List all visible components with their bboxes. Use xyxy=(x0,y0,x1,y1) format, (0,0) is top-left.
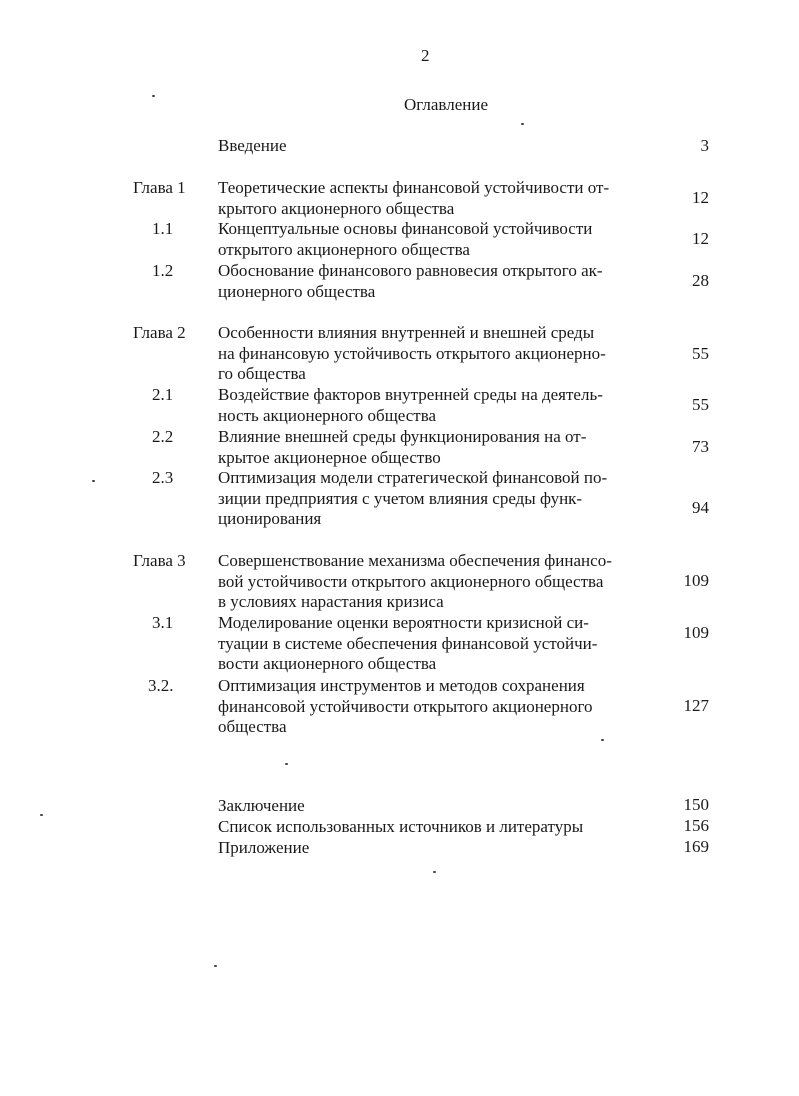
section-1-2-label: 1.2 xyxy=(152,261,174,280)
section-3-1-label: 3.1 xyxy=(152,613,174,632)
chapter-3-page: 109 xyxy=(683,571,709,590)
section-3-1-page: 109 xyxy=(683,623,709,642)
scan-speck xyxy=(92,480,95,482)
chapter-2-label: Глава 2 xyxy=(133,323,186,342)
toc-entry-conclusion-title: Заключение xyxy=(218,796,305,815)
page-number: 2 xyxy=(421,46,430,65)
scan-speck xyxy=(433,871,436,873)
section-2-2-label: 2.2 xyxy=(152,427,174,446)
toc-heading: Оглавление xyxy=(404,95,488,114)
toc-entry-intro-page: 3 xyxy=(700,136,709,155)
scan-speck xyxy=(601,739,604,741)
section-1-2-page: 28 xyxy=(692,271,709,290)
section-3-2-page: 127 xyxy=(683,696,709,715)
section-1-1-label: 1.1 xyxy=(152,219,174,238)
section-2-3-label: 2.3 xyxy=(152,468,174,487)
toc-entry-conclusion-page: 150 xyxy=(683,795,709,814)
chapter-1-page: 12 xyxy=(692,188,709,207)
section-1-1-page: 12 xyxy=(692,229,709,248)
scan-speck xyxy=(214,965,217,967)
scan-speck xyxy=(152,95,155,97)
chapter-3-label: Глава 3 xyxy=(133,551,186,570)
toc-entry-appendix-title: Приложение xyxy=(218,838,310,857)
chapter-1-label: Глава 1 xyxy=(133,178,186,197)
section-1-2-title: Обоснование финансового равновесия открытого ак- ционерного общества xyxy=(218,261,603,301)
section-2-1-title: Воздействие факторов внутренней среды на деятель- ность акционерного общества xyxy=(218,385,603,425)
chapter-1-title: Теоретические аспекты финансовой устойчивости от- крытого акционерного общества xyxy=(218,178,610,218)
section-2-2-title: Влияние внешней среды функционирования на от- крытое акционерное общество xyxy=(218,427,587,467)
chapter-2-page: 55 xyxy=(692,344,709,363)
scan-speck xyxy=(40,814,43,816)
toc-entry-appendix-page: 169 xyxy=(683,837,709,856)
section-2-3-page: 94 xyxy=(692,498,709,517)
scan-speck xyxy=(285,763,288,765)
section-2-2-page: 73 xyxy=(692,437,709,456)
section-2-1-page: 55 xyxy=(692,395,709,414)
toc-entry-references-page: 156 xyxy=(683,816,709,835)
chapter-2-title: Особенности влияния внутренней и внешней среды на финансовую устойчивость открытого акционерно- го общества xyxy=(218,323,606,383)
section-3-1-title: Моделирование оценки вероятности кризисной си- туации в системе обеспечения финансовой устойчи- вости акционерного общества xyxy=(218,613,598,673)
toc-entry-references-title: Список использованных источников и литературы xyxy=(218,817,584,836)
section-2-3-title: Оптимизация модели стратегической финансовой по- зиции предприятия с учетом влияния среды функ- ционирования xyxy=(218,468,608,528)
section-3-2-label: 3.2. xyxy=(148,676,174,695)
chapter-3-title: Совершенствование механизма обеспечения финансо- вой устойчивости открытого акционерного общества в условиях нарастания кризиса xyxy=(218,551,612,611)
section-2-1-label: 2.1 xyxy=(152,385,174,404)
section-3-2-title: Оптимизация инструментов и методов сохранения финансовой устойчивости открытого акционерного общества xyxy=(218,676,593,736)
scan-speck xyxy=(521,123,524,125)
section-1-1-title: Концептуальные основы финансовой устойчивости открытого акционерного общества xyxy=(218,219,593,259)
toc-entry-intro-title: Введение xyxy=(218,136,287,155)
